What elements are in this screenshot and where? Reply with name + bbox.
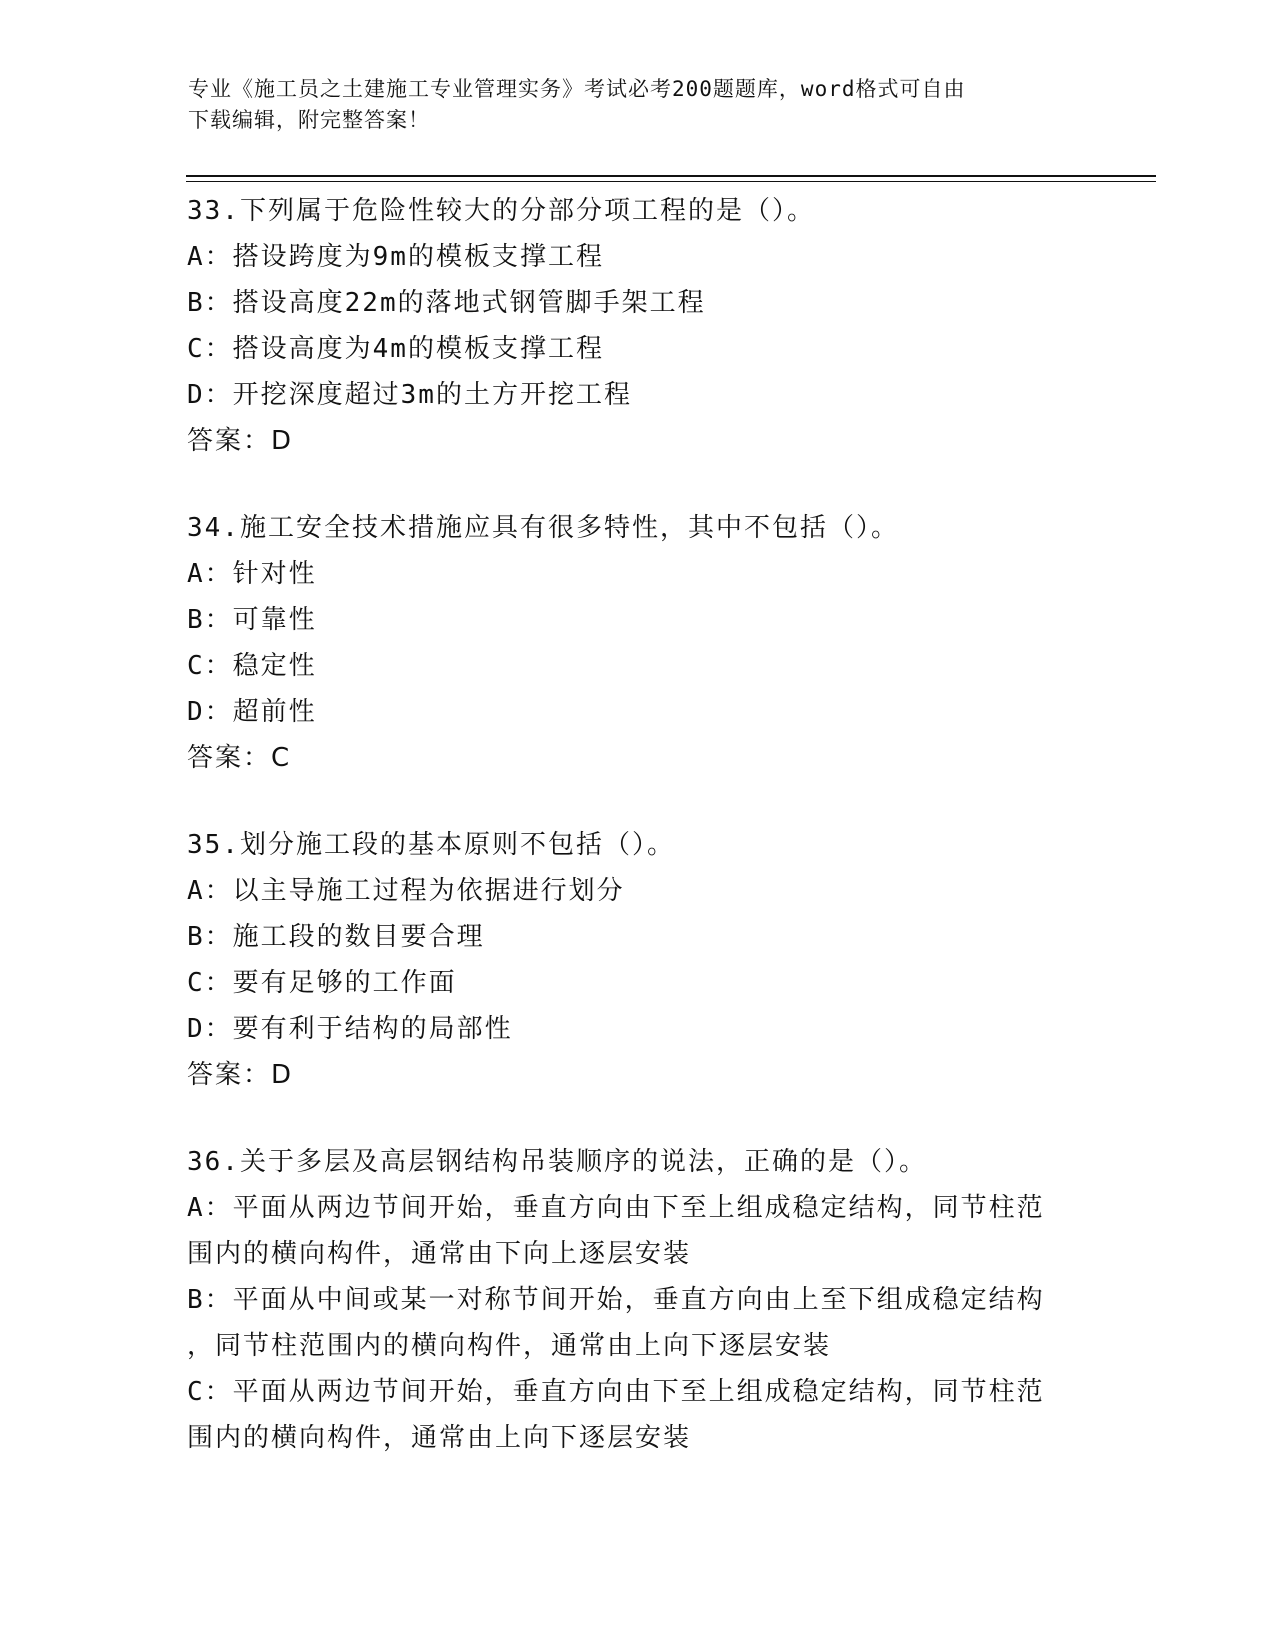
option-b: B：可靠性 [187,605,317,635]
question-33 [187,188,1087,464]
question-list [187,188,1087,1502]
option-c: C：要有足够的工作面 [187,968,457,998]
answer-line: 答案：D [187,1060,294,1090]
option-b: B：施工段的数目要合理 [187,922,485,952]
option-c-line-2: 围内的横向构件，通常由上向下逐层安装 [187,1423,692,1453]
question-stem: 34.施工安全技术措施应具有很多特性，其中不包括（）。 [187,513,899,543]
question-34 [187,505,1087,781]
question-36 [187,1139,1087,1461]
option-a: A：以主导施工过程为依据进行划分 [187,876,625,906]
option-a: A：搭设跨度为9m的模板支撑工程 [187,242,604,272]
answer-line: 答案：D [187,426,294,456]
option-c-line-1: C：平面从两边节间开始，垂直方向由下至上组成稳定结构，同节柱范 [187,1377,1045,1407]
answer-line: 答案：C [187,743,292,773]
option-b: B：搭设高度22m的落地式钢管脚手架工程 [187,288,706,318]
header-divider-thick [186,175,1156,177]
header-line-2: 下载编辑，附完整答案！ [188,108,430,132]
option-a: A：针对性 [187,559,317,589]
option-c: C：稳定性 [187,651,317,681]
header-line-1: 专业《施工员之土建施工专业管理实务》考试必考200题题库，word格式可自由 [188,77,966,101]
header-divider-thin [186,181,1156,182]
option-a-line-2: 围内的横向构件，通常由下向上逐层安装 [187,1239,692,1269]
option-b-line-1: B：平面从中间或某一对称节间开始，垂直方向由上至下组成稳定结构 [187,1285,1045,1315]
option-b-line-2: ，同节柱范围内的横向构件，通常由上向下逐层安装 [187,1331,832,1361]
question-35 [187,822,1087,1098]
question-stem: 35.划分施工段的基本原则不包括（）。 [187,830,675,860]
option-d: D：超前性 [187,697,317,727]
option-a-line-1: A：平面从两边节间开始，垂直方向由下至上组成稳定结构，同节柱范 [187,1193,1045,1223]
question-stem: 33.下列属于危险性较大的分部分项工程的是（）。 [187,196,815,226]
option-c: C：搭设高度为4m的模板支撑工程 [187,334,604,364]
document-header [188,74,1088,136]
question-stem: 36.关于多层及高层钢结构吊装顺序的说法，正确的是（）。 [187,1147,927,1177]
option-d: D：要有利于结构的局部性 [187,1014,513,1044]
option-d: D：开挖深度超过3m的土方开挖工程 [187,380,632,410]
